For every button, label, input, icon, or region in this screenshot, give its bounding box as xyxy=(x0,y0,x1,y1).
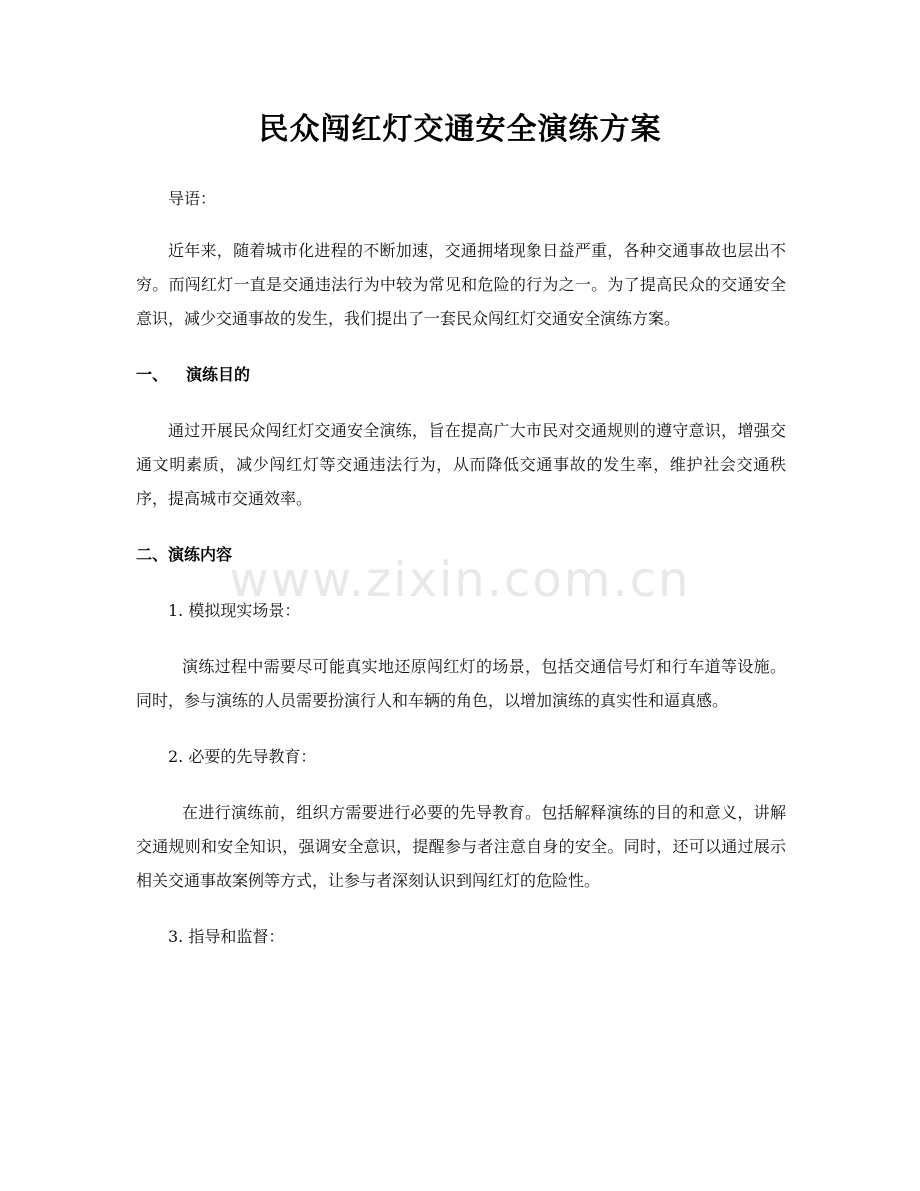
section-1-number: 一、 xyxy=(136,365,169,384)
document-body xyxy=(136,182,786,954)
section-1-heading xyxy=(136,358,786,392)
section-1-paragraph: 通过开展民众闯红灯交通安全演练，旨在提高广大市民对交通规则的遵守意识，增强交通文明素质，减少闯红灯等交通违法行为，从而降低交通事故的发生率，维护社会交通秩序，提高城市交通效率。 xyxy=(136,421,786,508)
intro-paragraph: 近年来，随着城市化进程的不断加速，交通拥堵现象日益严重，各种交通事故也层出不穷。而闯红灯一直是交通违法行为中较为常见和危险的行为之一。为了提高民众的交通安全意识，减少交通事故的发生，我们提出了一套民众闯红灯交通安全演练方案。 xyxy=(136,241,786,328)
item-1-paragraph: 演练过程中需要尽可能真实地还原闯红灯的场景，包括交通信号灯和行车道等设施。同时，参与演练的人员需要扮演行人和车辆的角色，以增加演练的真实性和逼真感。 xyxy=(136,657,786,710)
section-1-title: 演练目的 xyxy=(186,365,251,384)
intro-label: 导语： xyxy=(168,189,217,208)
item-1-label: 1. 模拟现实场景： xyxy=(168,601,301,620)
item-2-label: 2. 必要的先导教育： xyxy=(168,747,317,766)
watermark: www.zixin.com.cn xyxy=(229,552,691,608)
section-2-heading: 二、演练内容 xyxy=(136,545,233,564)
item-3-label: 3. 指导和监督： xyxy=(168,927,285,946)
item-2-paragraph: 在进行演练前，组织方需要进行必要的先导教育。包括解释演练的目的和意义，讲解交通规则和安全知识，强调安全意识，提醒参与者注意自身的安全。同时，还可以通过展示相关交通事故案例等方式，让参与者深刻认识到闯红灯的危险性。 xyxy=(136,803,786,890)
document-title: 民众闯红灯交通安全演练方案 xyxy=(258,112,662,147)
